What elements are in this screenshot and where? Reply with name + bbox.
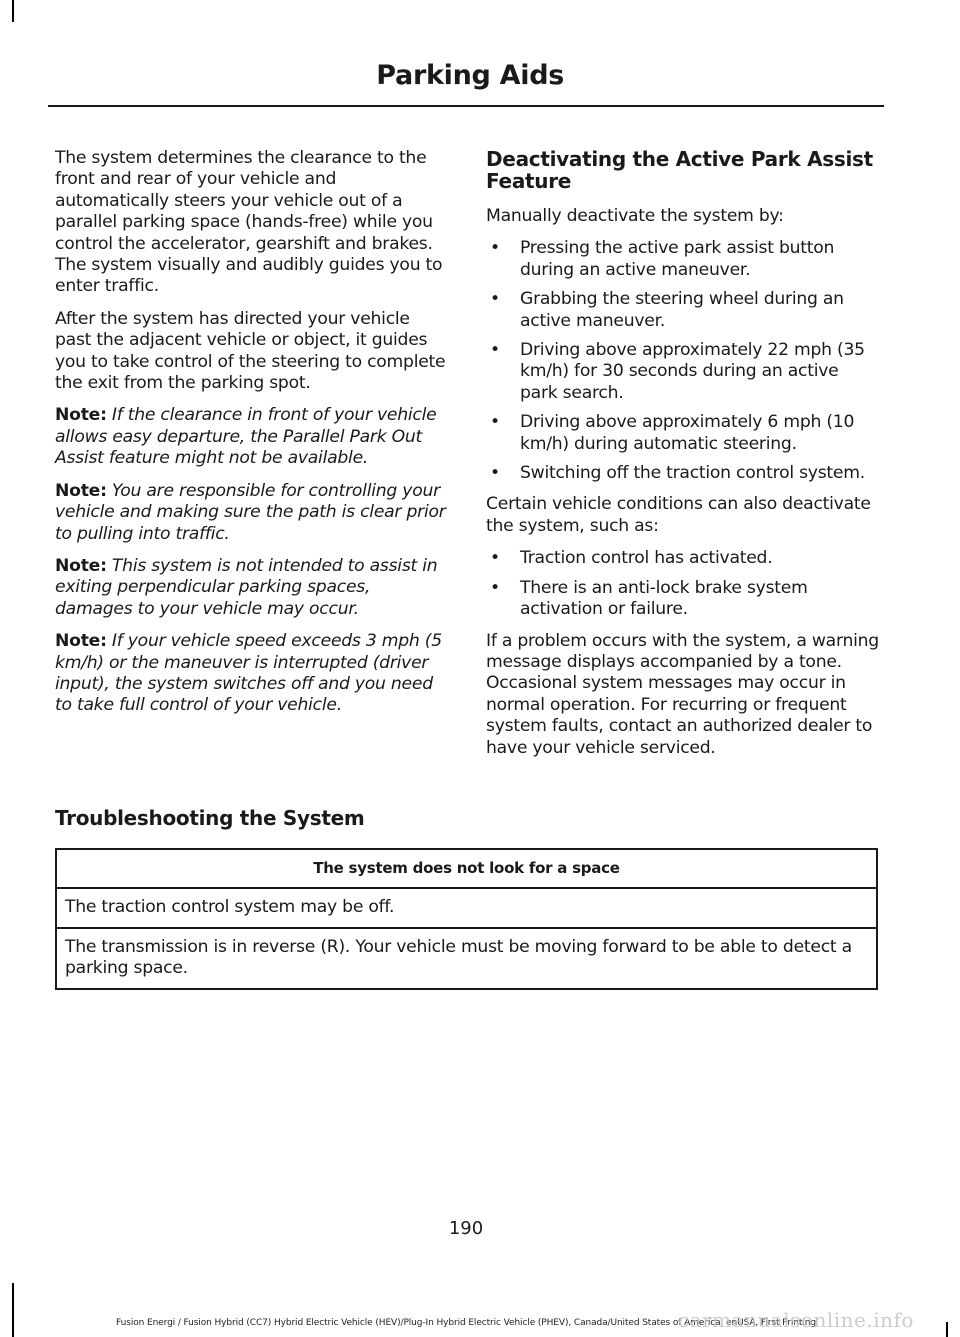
bullet-icon: • [490,289,500,310]
list-item [486,238,880,281]
watermark: carmanualsonline.info [678,1308,914,1332]
left-column [55,148,451,728]
bullet-icon: • [490,340,500,361]
paragraph: After the system has directed your vehicle past the adjacent vehicle or object, it guides you to take control of the steering to complete the exit from the parking spot. [55,308,446,394]
bullet-icon: • [490,412,500,433]
footer-text: Fusion Energi / Fusion Hybrid (CC7) Hybrid Electric Vehicle (HEV)/Plug-In Hybrid Electric Vehicle (PHEV), Canada/United States of America, enUSA, First Printing [116,1318,816,1328]
list-item [486,412,880,455]
list-item [486,548,880,569]
page-number: 190 [448,1218,484,1239]
troubleshooting-table [55,848,878,990]
bullet-icon: • [490,238,500,259]
list-item-text: Pressing the active park assist button during an active maneuver. [520,238,835,280]
list-item [486,289,880,332]
list-item [486,578,880,621]
bullet-icon: • [490,577,500,598]
table-cell: The traction control system may be off. [56,888,877,927]
note-text: This system is not intended to assist in exiting perpendicular parking spaces, damages to your vehicle may occur. [55,555,438,619]
bullet-list [486,548,880,620]
note [55,481,451,545]
table-row [56,888,877,927]
page-title: Parking Aids [376,60,564,91]
list-item-text: Traction control has activated. [520,548,773,569]
right-column [486,148,880,770]
note-label: Note: [55,405,107,426]
crop-mark-bottom-left [12,1283,14,1337]
paragraph: The system determines the clearance to the front and rear of your vehicle and automatically steers your vehicle out of a parallel parking space (hands-free) while you control the accelerator, gearshift and brakes. The system visually and audibly guides you to enter traffic. [55,148,443,297]
list-item [486,463,880,484]
list-item-text: Driving above approximately 6 mph (10 km/h) during automatic steering. [520,412,855,454]
crop-mark-bottom-right [946,1322,948,1337]
note-text: If the clearance in front of your vehicle allows easy departure, the Parallel Park Out Assist feature might not be available. [55,405,437,469]
list-item-text: Driving above approximately 22 mph (35 km/h) for 30 seconds during an active park search. [520,340,865,403]
table-header: The system does not look for a space [56,849,877,888]
bullet-icon: • [490,548,500,569]
section-heading: Deactivating the Active Park Assist Feature [486,147,873,193]
list-item-text: Grabbing the steering wheel during an active maneuver. [520,289,844,331]
note-label: Note: [55,555,107,576]
title-divider [48,105,884,107]
note-text: If your vehicle speed exceeds 3 mph (5 km/h) or the maneuver is interrupted (driver input), the system switches off and you need to take full control of your vehicle. [55,631,442,716]
table-header-row [56,849,877,888]
note-label: Note: [55,480,107,501]
list-item-text: There is an anti-lock brake system activation or failure. [520,577,808,620]
bullet-icon: • [490,463,500,484]
note [55,405,451,469]
list-item [486,340,880,404]
paragraph: Certain vehicle conditions can also deactivate the system, such as: [486,494,871,536]
table-cell: The transmission is in reverse (R). Your vehicle must be moving forward to be able to detect a parking space. [56,928,877,989]
bullet-list [486,238,880,484]
note-text: You are responsible for controlling your vehicle and making sure the path is clear prior to pulling into traffic. [55,480,446,544]
paragraph: If a problem occurs with the system, a warning message displays accompanied by a tone. Occasional system messages may occur in normal operation. For recurring or frequent system faults, contact an authorized dealer to have your vehicle serviced. [486,630,879,758]
note [55,631,451,717]
table-row [56,928,877,989]
paragraph: Manually deactivate the system by: [486,206,784,226]
note [55,556,451,620]
list-item-text: Switching off the traction control system. [520,463,865,484]
note-label: Note: [55,631,107,652]
crop-mark-top-left [12,0,14,22]
troubleshooting-heading: Troubleshooting the System [55,806,365,830]
